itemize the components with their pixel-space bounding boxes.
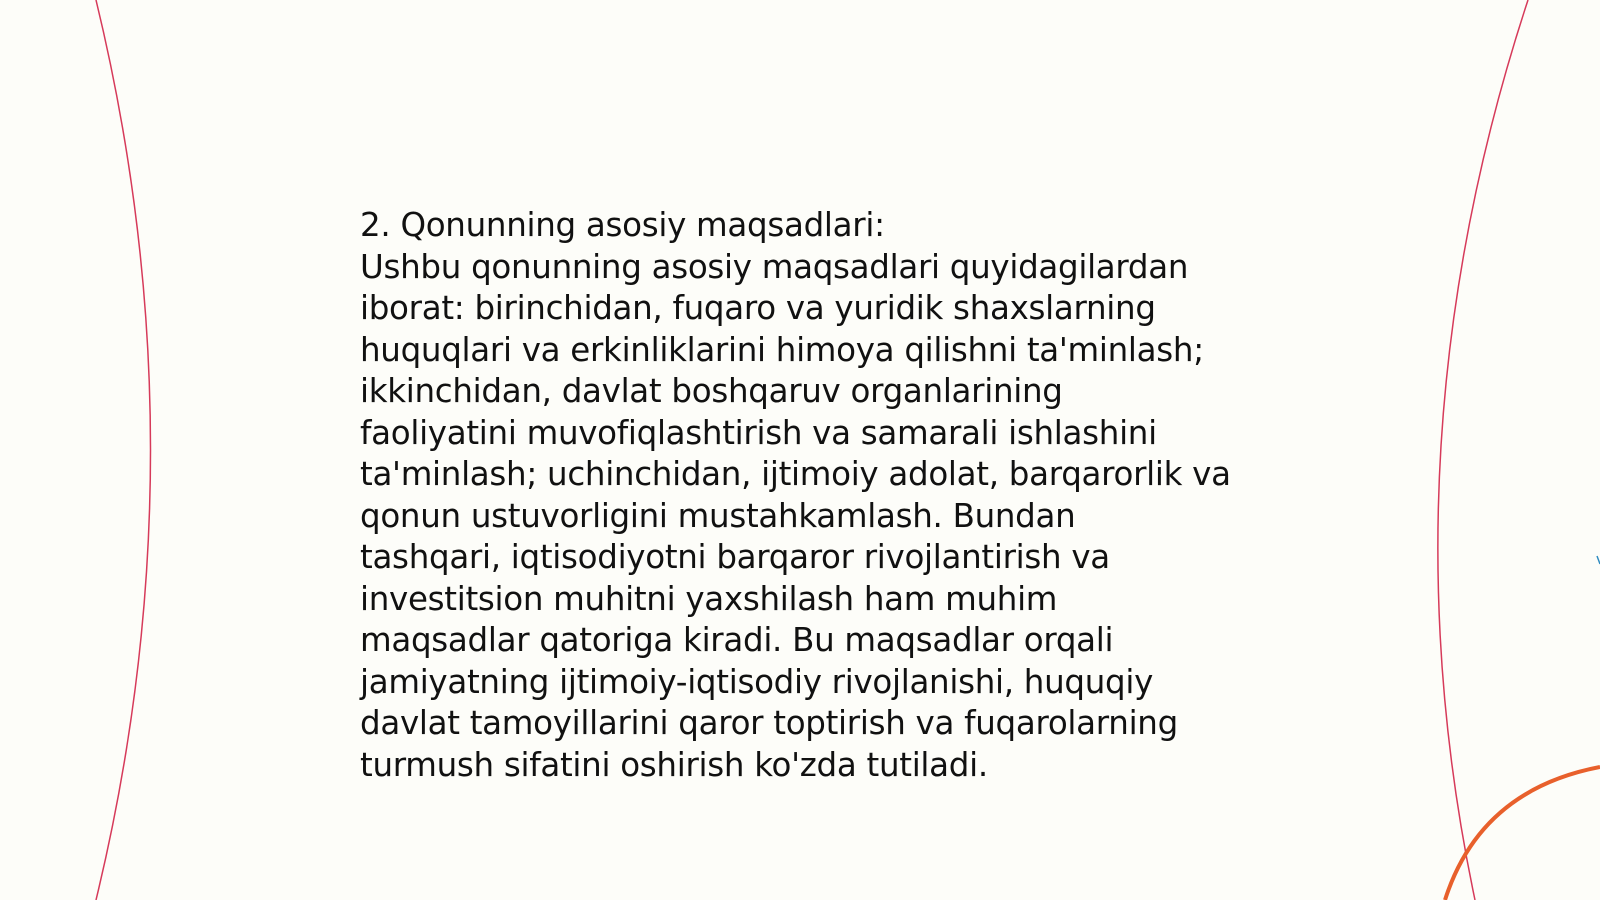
right-curve-line: [1438, 0, 1528, 900]
body-line: turmush sifatini oshirish ko'zda tutiladi.: [360, 745, 988, 784]
body-line: maqsadlar qatoriga kiradi. Bu maqsadlar orqali: [360, 621, 1114, 659]
body-line: ta'minlash; uchinchidan, ijtimoiy adolat, barqarorlik va: [360, 455, 1231, 493]
body-line: ikkinchidan, davlat boshqaruv organlarining: [360, 372, 1063, 410]
body-line: davlat tamoyillarini qaror toptirish va fuqarolarning: [360, 704, 1178, 742]
body-line: huquqlari va erkinliklarini himoya qilishni ta'minlash;: [360, 330, 1204, 369]
body-line: iborat: birinchidan, fuqaro va yuridik shaxslarning: [360, 289, 1156, 327]
body-line: jamiyatning ijtimoiy-iqtisodiy rivojlanishi, huquqiy: [360, 662, 1154, 701]
slide-heading: 2. Qonunning asosiy maqsadlari:: [360, 206, 885, 244]
body-line: faoliyatini muvofiqlashtirish va samarali ishlashini: [360, 413, 1157, 452]
left-curve-line: [96, 0, 151, 900]
body-line: investitsion muhitni yaxshilash ham muhim: [360, 579, 1058, 618]
accent-arc: [1445, 767, 1600, 900]
body-line: Ushbu qonunning asosiy maqsadlari quyidagilardan: [360, 247, 1189, 286]
body-line: qonun ustuvorligini mustahkamlash. Bundan: [360, 496, 1076, 535]
slide-text-block: [360, 205, 1260, 786]
body-line: tashqari, iqtisodiyotni barqaror rivojlantirish va: [360, 538, 1110, 576]
